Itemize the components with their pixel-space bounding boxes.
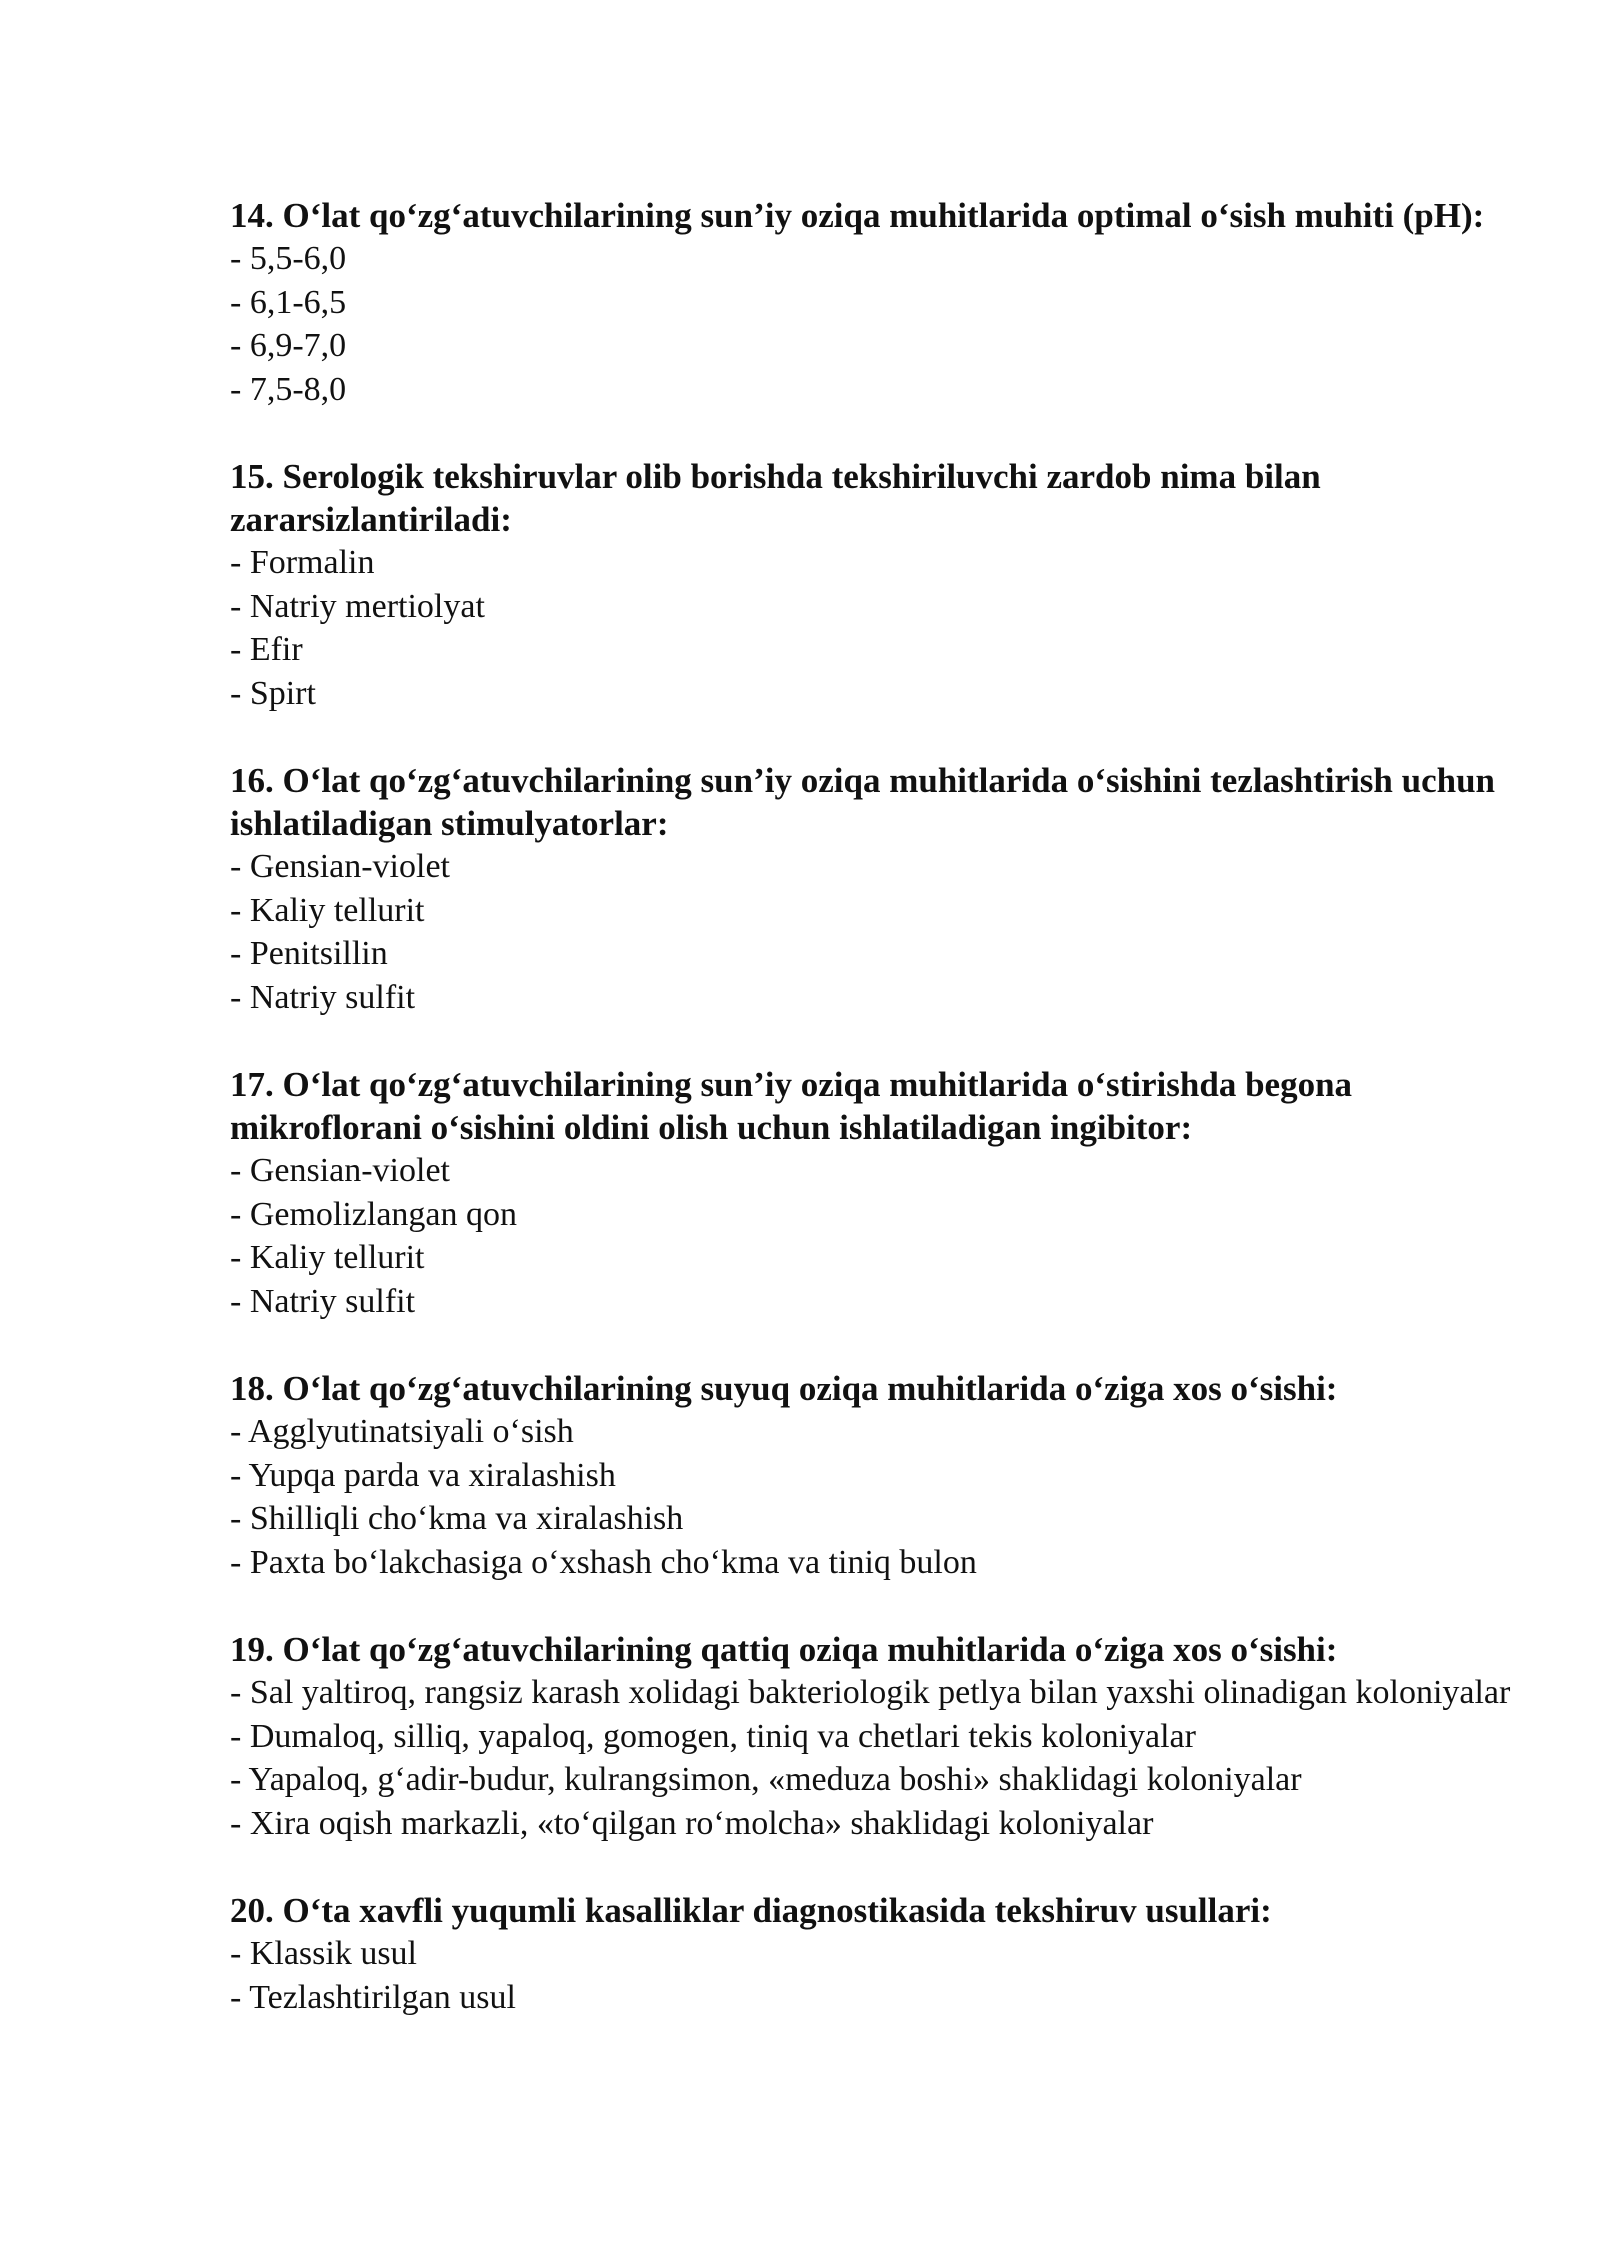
option-item: - Penitsillin [230, 935, 388, 972]
question-title: 16. O‘lat qo‘zg‘atuvchilarining sun’iy oziqa muhitlarida o‘sishini tezlashtirish uchun ishlatiladigan stimulyatorlar: [230, 761, 1496, 843]
option-list [230, 1149, 1530, 1323]
option-item: - Kaliy tellurit [230, 891, 425, 929]
option-item: - 6,1-6,5 [230, 283, 347, 321]
option-item: - 5,5-6,0 [230, 240, 347, 277]
option-item: - 7,5-8,0 [230, 370, 347, 408]
option-list [230, 1932, 1530, 2019]
option-item: - 6,9-7,0 [230, 327, 347, 364]
question-title: 14. O‘lat qo‘zg‘atuvchilarining sun’iy oziqa muhitlarida optimal o‘sish muhiti (pH): [230, 196, 1485, 235]
option-item: - Gensian-violet [230, 1152, 450, 1189]
option-item: - Natriy mertiolyat [230, 587, 485, 625]
option-list [230, 237, 1530, 411]
option-item: - Tezlashtirilgan usul [230, 1978, 516, 2016]
option-list [230, 845, 1530, 1019]
option-item: - Shilliqli cho‘kma va xiralashish [230, 1500, 684, 1537]
option-item: - Natriy sulfit [230, 978, 416, 1016]
option-item: - Dumaloq, silliq, yapaloq, gomogen, tiniq va chetlari tekis koloniyalar [230, 1717, 1196, 1755]
option-item: - Yapaloq, g‘adir-budur, kulrangsimon, «meduza boshi» shaklidagi koloniyalar [230, 1761, 1302, 1798]
question-14 [230, 194, 1530, 411]
option-item: - Yupqa parda va xiralashish [230, 1456, 616, 1494]
option-item: - Sal yaltiroq, rangsiz karash xolidagi bakteriologik petlya bilan yaxshi olinadigan koloniyalar [230, 1674, 1511, 1711]
question-16 [230, 759, 1530, 1019]
option-list [230, 1671, 1530, 1845]
option-item: - Natriy sulfit [230, 1282, 416, 1320]
question-title: 18. O‘lat qo‘zg‘atuvchilarining suyuq oziqa muhitlarida o‘ziga xos o‘sishi: [230, 1369, 1338, 1408]
question-19 [230, 1628, 1530, 1845]
question-20 [230, 1889, 1530, 2019]
option-item: - Kaliy tellurit [230, 1239, 425, 1276]
question-title: 15. Serologik tekshiruvlar olib borishda tekshiriluvchi zardob nima bilan zararsizlantiriladi: [230, 457, 1321, 539]
option-item: - Spirt [230, 674, 316, 712]
question-18 [230, 1367, 1530, 1584]
question-title: 19. O‘lat qo‘zg‘atuvchilarining qattiq oziqa muhitlarida o‘ziga xos o‘sishi: [230, 1630, 1338, 1669]
option-item: - Paxta bo‘lakchasiga o‘xshash cho‘kma va tiniq bulon [230, 1543, 977, 1581]
option-item: - Gemolizlangan qon [230, 1195, 518, 1233]
option-list [230, 541, 1530, 715]
option-item: - Agglyutinatsiyali o‘sish [230, 1413, 574, 1450]
document-page [230, 194, 1530, 2063]
option-list [230, 1410, 1530, 1584]
option-item: - Efir [230, 631, 303, 668]
option-item: - Xira oqish markazli, «to‘qilgan ro‘molcha» shaklidagi koloniyalar [230, 1804, 1154, 1842]
question-17 [230, 1063, 1530, 1323]
option-item: - Formalin [230, 544, 375, 581]
question-title: 17. O‘lat qo‘zg‘atuvchilarining sun’iy oziqa muhitlarida o‘stirishda begona mikroflorani o‘sishini oldini olish uchun ishlatiladigan ingibitor: [230, 1065, 1353, 1147]
question-title: 20. O‘ta xavfli yuqumli kasalliklar diagnostikasida tekshiruv usullari: [230, 1891, 1272, 1930]
option-item: - Klassik usul [230, 1935, 417, 1972]
option-item: - Gensian-violet [230, 848, 450, 885]
question-15 [230, 455, 1530, 715]
